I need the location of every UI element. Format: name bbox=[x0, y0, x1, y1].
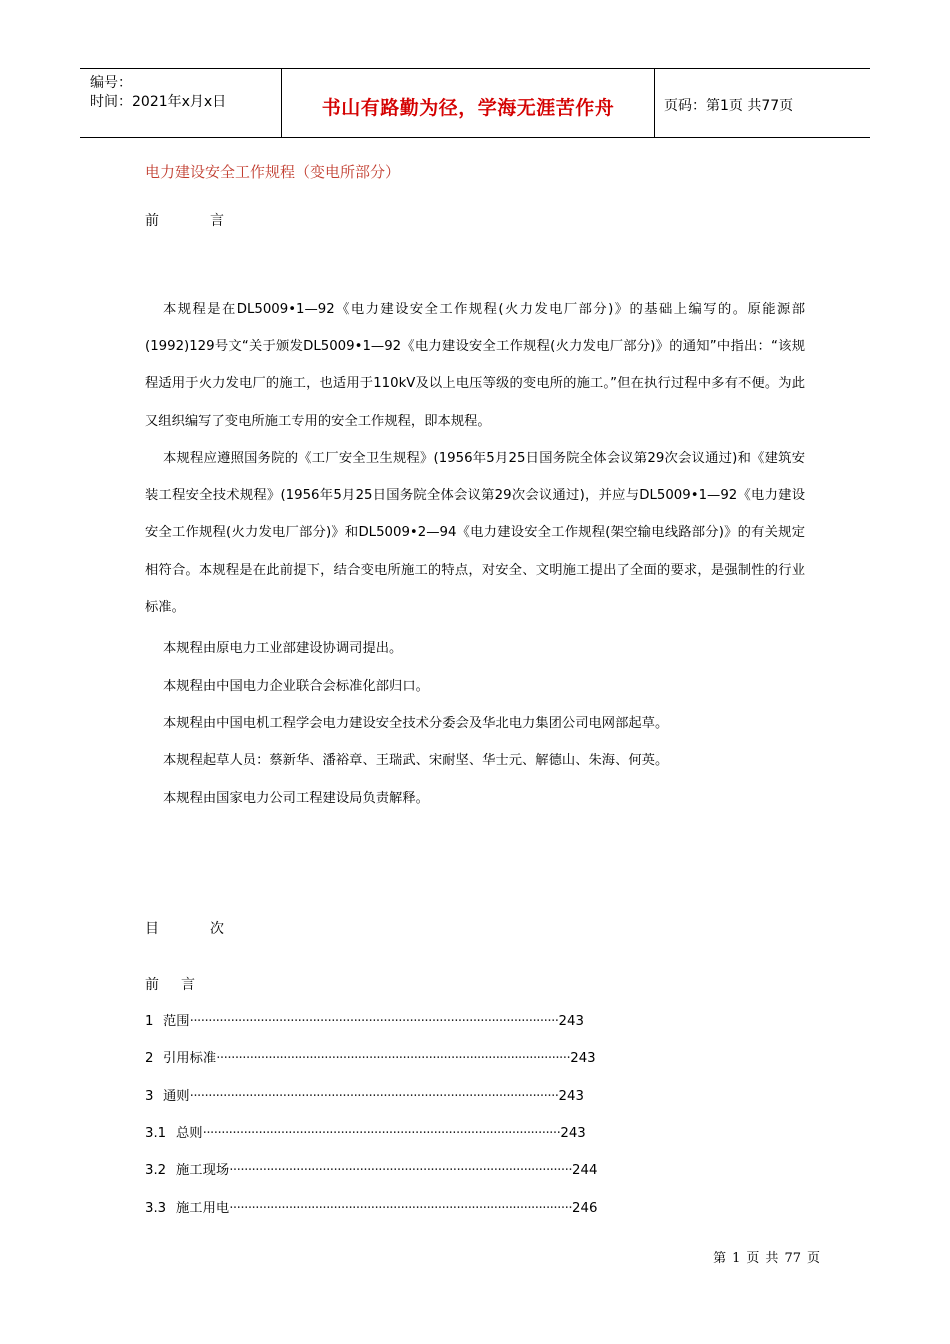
preface-heading-char-1: 前 bbox=[145, 213, 159, 229]
toc-item[interactable] bbox=[145, 1010, 584, 1029]
page-footer bbox=[0, 1247, 820, 1266]
toc-item[interactable] bbox=[145, 1047, 596, 1066]
preface-line-2: 本规程由中国电力企业联合会标准化部归口。 bbox=[163, 679, 429, 694]
toc-item[interactable] bbox=[145, 1122, 586, 1141]
header-meta-cell bbox=[80, 69, 280, 137]
code-label: 编号： bbox=[90, 75, 132, 91]
toc-item-title: 范围 bbox=[163, 1014, 190, 1029]
preface-line-4: 本规程起草人员：蔡新华、潘裕章、王瑞武、宋耐坚、华士元、解德山、朱海、何英。 bbox=[163, 753, 669, 768]
toc-item-leader: ··································································································· bbox=[189, 1014, 559, 1029]
toc-item-title: 通则 bbox=[163, 1089, 190, 1104]
contents-heading-char-1: 目 bbox=[145, 921, 159, 937]
motto: 书山有路勤为径，学海无涯苦作舟 bbox=[321, 97, 615, 119]
contents-heading-char-2: 次 bbox=[210, 921, 224, 937]
toc-item-page: 243 bbox=[558, 1089, 584, 1104]
preface-heading-char-2: 言 bbox=[210, 213, 224, 229]
toc-item-page: 244 bbox=[572, 1163, 598, 1178]
toc-item-title: 引用标准 bbox=[163, 1051, 217, 1066]
header-table bbox=[80, 68, 870, 138]
preface-line-3: 本规程由中国电机工程学会电力建设安全技术分委会及华北电力集团公司电网部起草。 bbox=[163, 716, 669, 731]
toc-item-page: 243 bbox=[560, 1126, 586, 1141]
toc-item-title: 总则 bbox=[176, 1126, 203, 1141]
toc-item-leader: ···························································································· bbox=[229, 1201, 573, 1216]
contents-heading bbox=[145, 918, 224, 938]
toc-item-leader: ······························································································· bbox=[216, 1051, 571, 1066]
footer-text: 第 bbox=[713, 1251, 727, 1266]
toc-item-page: 243 bbox=[558, 1014, 584, 1029]
toc-item[interactable] bbox=[145, 1085, 584, 1104]
toc-item-leader: ···························································································· bbox=[229, 1163, 573, 1178]
page-label: 页码：第1页 共77页 bbox=[664, 98, 794, 114]
footer-text: 共 bbox=[765, 1251, 779, 1266]
toc-item-number: 1 bbox=[145, 1014, 154, 1029]
footer-page-number: 1 bbox=[732, 1251, 741, 1266]
toc-item[interactable] bbox=[145, 1159, 597, 1178]
toc-item-number: 3.2 bbox=[145, 1163, 167, 1178]
toc-item-leader: ································································································ bbox=[202, 1126, 561, 1141]
toc-preface-entry[interactable] bbox=[145, 974, 195, 994]
preface-paragraph-1: 本规程是在DL5009•1—92《电力建设安全工作规程(火力发电厂部分)》的基础上编写的。原能源部(1992)129号文“关于颁发DL5009•1—92《电力建设安全工作规程(火力发电厂部分)》的通知”中指出：“该规程适用于火力发电厂的施工，也适用于110kV及以上电压等级的变电所的施工。”但在执行过程中多有不便。为此又组织编写了变电所施工专用的安全工作规程，即本规程。 bbox=[145, 302, 805, 429]
toc-item-page: 246 bbox=[572, 1201, 598, 1216]
header-motto-cell bbox=[281, 69, 655, 137]
footer-text: 页 bbox=[746, 1251, 760, 1266]
toc-item[interactable] bbox=[145, 1197, 597, 1216]
preface-paragraph-2: 本规程应遵照国务院的《工厂安全卫生规程》(1956年5月25日国务院全体会议第29次会议通过)和《建筑安装工程安全技术规程》(1956年5月25日国务院全体会议第29次会议通过)，并应与DL5009•1—92《电力建设安全工作规程(火力发电厂部分)》和DL5009•2—94《电力建设安全工作规程(架空输电线路部分)》的有关规定相符合。本规程是在此前提下，结合变电所施工的特点，对安全、文明施工提出了全面的要求，是强制性的行业标准。 bbox=[145, 451, 805, 615]
footer-text: 页 bbox=[806, 1251, 820, 1266]
toc-item-number: 3 bbox=[145, 1089, 154, 1104]
toc-item-title: 施工现场 bbox=[176, 1163, 230, 1178]
preface-heading bbox=[145, 210, 224, 230]
toc-preface-char-2: 言 bbox=[181, 977, 195, 993]
preface-line-5: 本规程由国家电力公司工程建设局负责解释。 bbox=[163, 791, 429, 806]
toc-item-number: 3.3 bbox=[145, 1201, 167, 1216]
header-page-cell bbox=[654, 69, 870, 137]
document-title: 电力建设安全工作规程（变电所部分） bbox=[145, 163, 401, 181]
time-label: 时间：2021年x月x日 bbox=[90, 94, 227, 110]
footer-total-pages: 77 bbox=[784, 1251, 801, 1266]
toc-item-number: 2 bbox=[145, 1051, 154, 1066]
toc-item-title: 施工用电 bbox=[176, 1201, 230, 1216]
toc-item-leader: ··································································································· bbox=[189, 1089, 559, 1104]
toc-item-number: 3.1 bbox=[145, 1126, 167, 1141]
toc-item-page: 243 bbox=[570, 1051, 596, 1066]
preface-line-1: 本规程由原电力工业部建设协调司提出。 bbox=[163, 641, 403, 656]
toc-preface-char-1: 前 bbox=[145, 977, 159, 993]
